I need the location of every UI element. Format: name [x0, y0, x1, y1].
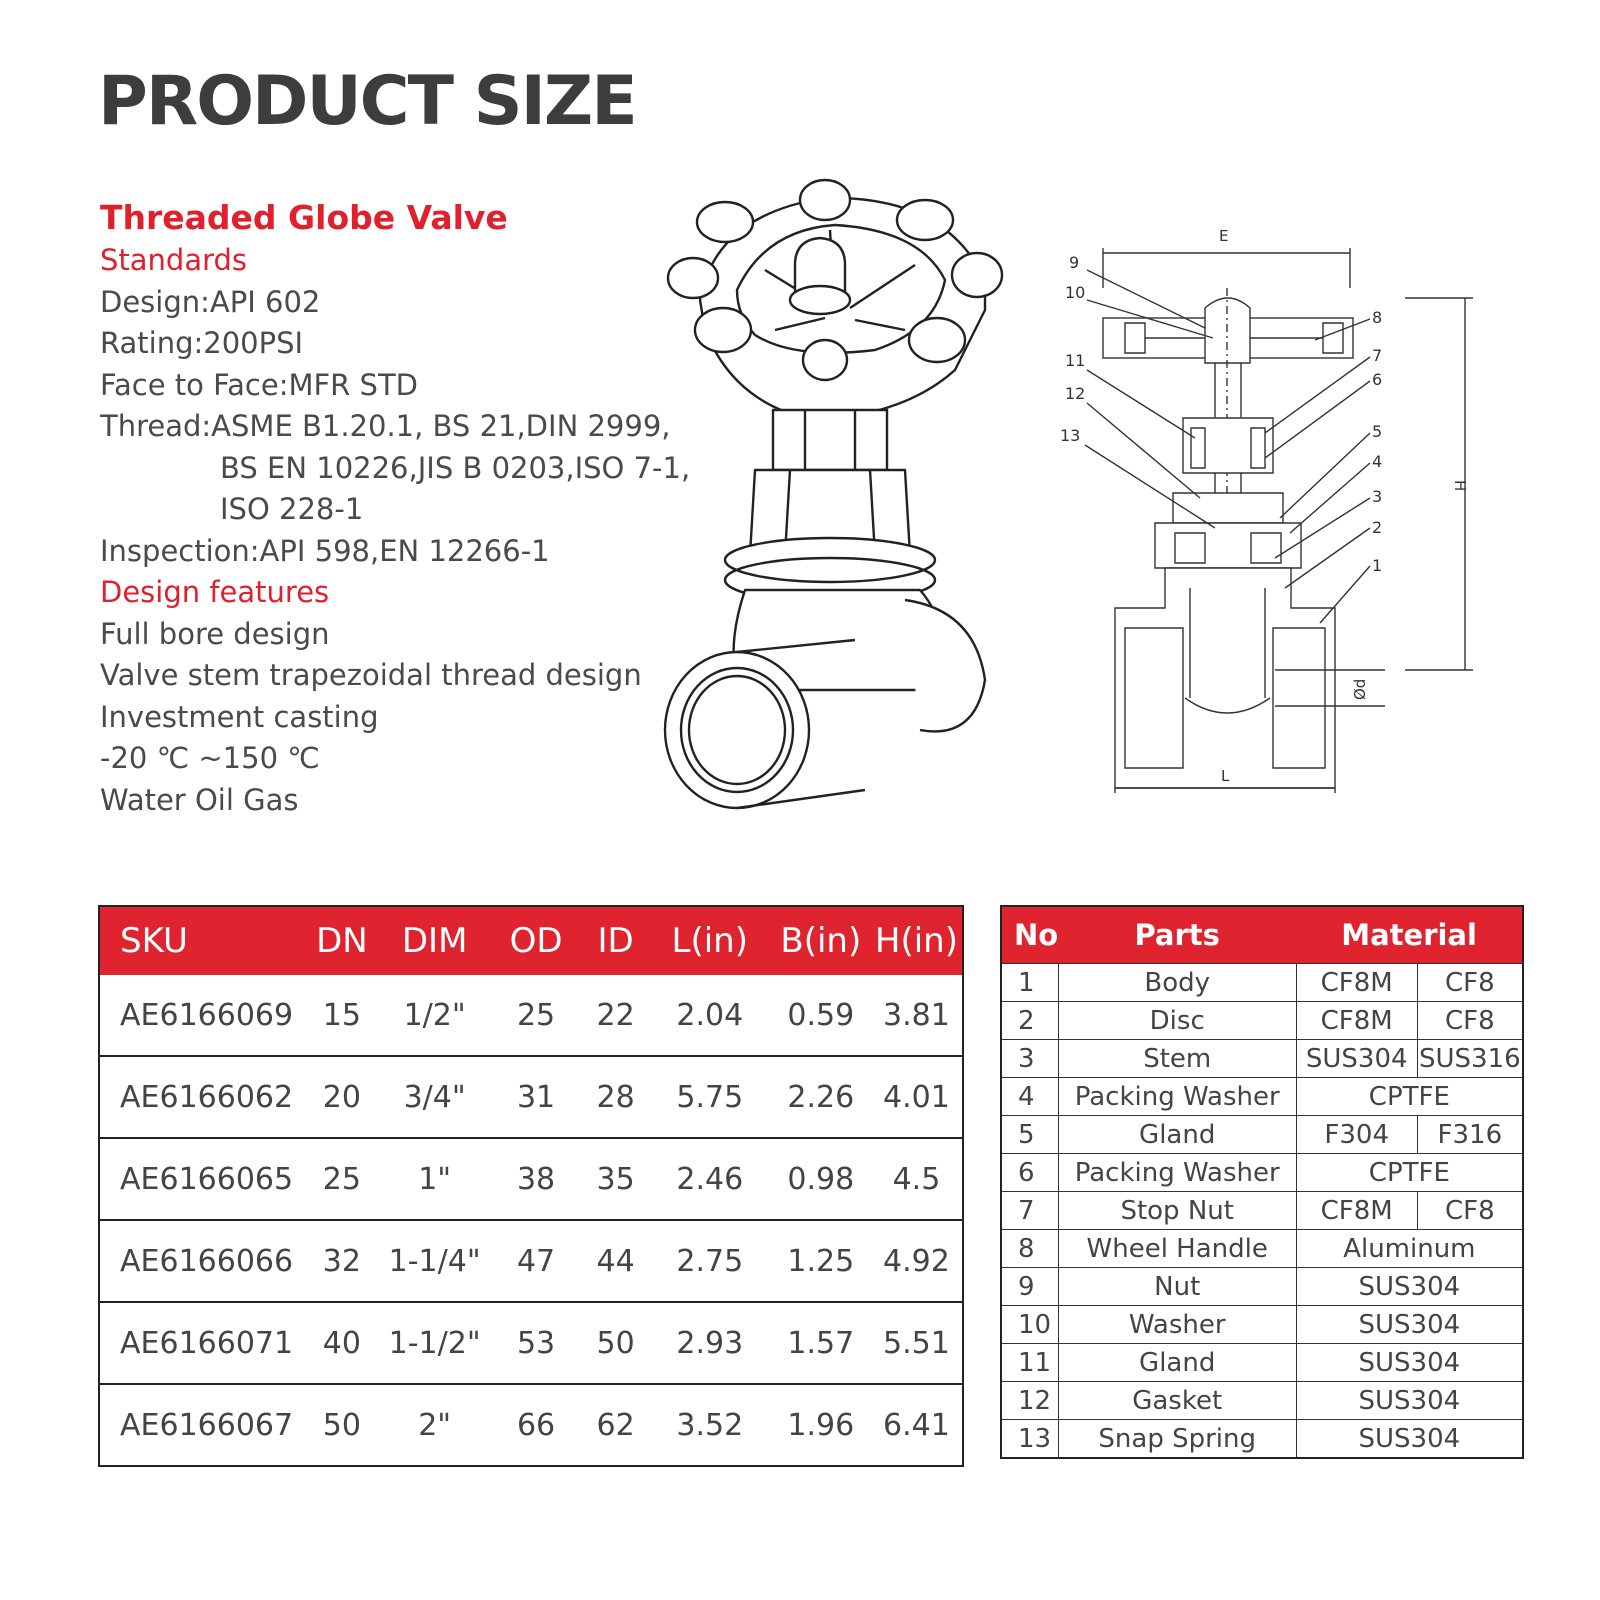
cell-material: CF8 [1417, 1002, 1523, 1040]
cell-material: CF8M [1296, 1002, 1417, 1040]
table-row [1001, 1382, 1523, 1420]
cell-b: 1.96 [771, 1384, 871, 1466]
spec-block [100, 196, 690, 821]
cell-no: 2 [1001, 1002, 1058, 1040]
table-row [1001, 1420, 1523, 1459]
features-heading: Design features [100, 575, 330, 609]
cell-part: Gland [1058, 1344, 1296, 1382]
spec-thread-cont: ISO 228-1 [220, 492, 364, 526]
callout-5: 5 [1372, 422, 1383, 441]
cell-id: 28 [582, 1056, 648, 1138]
cell-material: SUS304 [1296, 1382, 1523, 1420]
table-row [99, 1384, 963, 1466]
cell-dn: 20 [304, 1056, 379, 1138]
cell-material: SUS304 [1296, 1268, 1523, 1306]
table-row [99, 1220, 963, 1302]
cell-part: Nut [1058, 1268, 1296, 1306]
cell-material: SUS304 [1296, 1040, 1417, 1078]
callout-6: 6 [1372, 370, 1383, 389]
col-dn: DN [304, 906, 379, 975]
cell-material: CPTFE [1296, 1078, 1523, 1116]
cell-id: 50 [582, 1302, 648, 1384]
callout-7: 7 [1372, 346, 1383, 365]
col-no: No [1001, 906, 1058, 964]
cell-id: 35 [582, 1138, 648, 1220]
cell-part: Body [1058, 964, 1296, 1002]
dim-label-l: L [1221, 767, 1230, 785]
cell-material: F316 [1417, 1116, 1523, 1154]
cell-dn: 15 [322, 997, 361, 1033]
cell-material: CF8 [1417, 964, 1523, 1002]
table-row [1001, 1230, 1523, 1268]
spec-face-to-face: Face to Face:MFR STD [100, 367, 418, 402]
callout-2: 2 [1372, 518, 1383, 537]
col-id: ID [582, 906, 648, 975]
page-title: PRODUCT SIZE [98, 62, 636, 141]
feature-item: Water Oil Gas [100, 782, 299, 817]
spec-rating: Rating:200PSI [100, 326, 304, 360]
cell-l: 2.04 [676, 997, 744, 1033]
parts-table-header-row [1001, 906, 1523, 964]
cell-id: 44 [582, 1220, 648, 1302]
table-row [99, 1302, 963, 1384]
cell-b: 0.59 [787, 997, 855, 1033]
spec-thread-cont: BS EN 10226,JIS B 0203,ISO 7-1, [220, 450, 691, 485]
cell-dn: 32 [304, 1220, 379, 1302]
cell-b: 1.25 [771, 1220, 871, 1302]
cell-h: 5.51 [871, 1302, 963, 1384]
cell-dim: 1-1/4" [380, 1220, 490, 1302]
cell-b: 0.98 [771, 1138, 871, 1220]
col-sku: SKU [99, 906, 304, 975]
table-row [1001, 1268, 1523, 1306]
cell-dn: 50 [304, 1384, 379, 1466]
sku-table-header-row [99, 906, 963, 975]
dim-label-e: E [1219, 227, 1229, 245]
cell-material: CF8M [1296, 964, 1417, 1002]
feature-item: -20 ℃ ~150 ℃ [100, 741, 320, 775]
cell-material: CF8 [1417, 1192, 1523, 1230]
cell-sku: AE6166071 [99, 1302, 304, 1384]
cell-l: 3.52 [649, 1384, 771, 1466]
callout-9: 9 [1069, 253, 1080, 272]
table-row [99, 1138, 963, 1220]
cell-no: 12 [1001, 1382, 1058, 1420]
cell-b: 1.57 [771, 1302, 871, 1384]
cell-sku: AE6166069 [120, 997, 294, 1033]
cell-dim: 1" [380, 1138, 490, 1220]
col-l: L(in) [649, 906, 771, 975]
cell-sku: AE6166067 [99, 1384, 304, 1466]
cell-no: 8 [1001, 1230, 1058, 1268]
cell-material: CPTFE [1296, 1154, 1523, 1192]
cell-no: 3 [1001, 1040, 1058, 1078]
callout-10: 10 [1065, 283, 1086, 302]
cell-od: 25 [516, 997, 556, 1033]
cell-part: Disc [1058, 1002, 1296, 1040]
cell-h: 4.92 [871, 1220, 963, 1302]
cell-no: 4 [1001, 1078, 1058, 1116]
cell-od: 31 [490, 1056, 583, 1138]
standards-heading: Standards [100, 243, 248, 277]
table-row [1001, 1306, 1523, 1344]
cell-part: Packing Washer [1058, 1078, 1296, 1116]
col-b: B(in) [771, 906, 871, 975]
cell-dim: 1-1/2" [380, 1302, 490, 1384]
feature-item: Full bore design [100, 616, 330, 651]
valve-illustration [655, 170, 1030, 835]
table-row [1001, 964, 1523, 1002]
valve-section-drawing [1060, 227, 1525, 818]
cell-id: 62 [582, 1384, 648, 1466]
cell-h: 6.41 [871, 1384, 963, 1466]
cell-material: SUS304 [1296, 1306, 1523, 1344]
cell-h: 3.81 [883, 997, 950, 1033]
cell-id: 22 [596, 997, 635, 1033]
cell-sku: AE6166062 [99, 1056, 304, 1138]
cell-dim: 2" [380, 1384, 490, 1466]
feature-item: Valve stem trapezoidal thread design [100, 658, 642, 692]
cell-h: 4.01 [871, 1056, 963, 1138]
cell-l: 2.46 [649, 1138, 771, 1220]
col-od: OD [490, 906, 583, 975]
dim-label-d: Ød [1351, 678, 1369, 700]
cell-sku: AE6166065 [99, 1138, 304, 1220]
cell-no: 11 [1001, 1344, 1058, 1382]
cell-no: 6 [1001, 1154, 1058, 1192]
spec-design: Design:API 602 [100, 284, 321, 319]
table-row [1001, 1344, 1523, 1382]
feature-item: Investment casting [100, 699, 379, 734]
table-row [1001, 1040, 1523, 1078]
cell-sku: AE6166066 [99, 1220, 304, 1302]
cell-od: 53 [490, 1302, 583, 1384]
cell-l: 2.93 [649, 1302, 771, 1384]
table-row [1001, 1116, 1523, 1154]
spec-thread: Thread:ASME B1.20.1, BS 21,DIN 2999, [100, 409, 671, 443]
callout-1: 1 [1372, 556, 1383, 575]
callout-4: 4 [1372, 452, 1383, 471]
col-parts: Parts [1058, 906, 1296, 964]
table-row [99, 1056, 963, 1138]
table-row [1001, 1192, 1523, 1230]
dim-label-h: H [1451, 480, 1469, 492]
cell-no: 9 [1001, 1268, 1058, 1306]
cell-l: 2.75 [649, 1220, 771, 1302]
cell-part: Snap Spring [1058, 1420, 1296, 1459]
cell-part: Gasket [1058, 1382, 1296, 1420]
cell-material: Aluminum [1296, 1230, 1523, 1268]
cell-part: Washer [1058, 1306, 1296, 1344]
cell-material: SUS304 [1296, 1344, 1523, 1382]
cell-h: 4.5 [871, 1138, 963, 1220]
product-name: Threaded Globe Valve [100, 198, 508, 237]
cell-part: Gland [1058, 1116, 1296, 1154]
cell-no: 5 [1001, 1116, 1058, 1154]
table-row [99, 975, 963, 1056]
sku-table [98, 905, 964, 1467]
table-row [1001, 1002, 1523, 1040]
cell-od: 66 [490, 1384, 583, 1466]
table-row [1001, 1154, 1523, 1192]
cell-dn: 25 [304, 1138, 379, 1220]
cell-dn: 40 [304, 1302, 379, 1384]
cell-part: Stem [1058, 1040, 1296, 1078]
cell-dim: 3/4" [380, 1056, 490, 1138]
callout-13: 13 [1060, 426, 1081, 445]
cell-part: Wheel Handle [1058, 1230, 1296, 1268]
cell-part: Stop Nut [1058, 1192, 1296, 1230]
callout-8: 8 [1372, 308, 1383, 327]
cell-b: 2.26 [771, 1056, 871, 1138]
col-h: H(in) [871, 906, 963, 975]
cell-material: SUS316 [1417, 1040, 1523, 1078]
spec-inspection: Inspection:API 598,EN 12266-1 [100, 533, 550, 568]
callout-11: 11 [1065, 351, 1086, 370]
cell-no: 13 [1001, 1420, 1058, 1459]
cell-part: Packing Washer [1058, 1154, 1296, 1192]
cell-no: 7 [1001, 1192, 1058, 1230]
cell-od: 38 [490, 1138, 583, 1220]
callout-3: 3 [1372, 487, 1383, 506]
cell-od: 47 [490, 1220, 583, 1302]
callout-12: 12 [1065, 384, 1086, 403]
col-material: Material [1296, 906, 1523, 964]
cell-material: F304 [1296, 1116, 1417, 1154]
cell-material: CF8M [1296, 1192, 1417, 1230]
table-row [1001, 1078, 1523, 1116]
parts-table [1000, 905, 1524, 1459]
cell-no: 10 [1001, 1306, 1058, 1344]
cell-dim: 1/2" [403, 997, 466, 1033]
cell-l: 5.75 [649, 1056, 771, 1138]
cell-material: SUS304 [1296, 1420, 1523, 1459]
cell-no: 1 [1001, 964, 1058, 1002]
col-dim: DIM [380, 906, 490, 975]
